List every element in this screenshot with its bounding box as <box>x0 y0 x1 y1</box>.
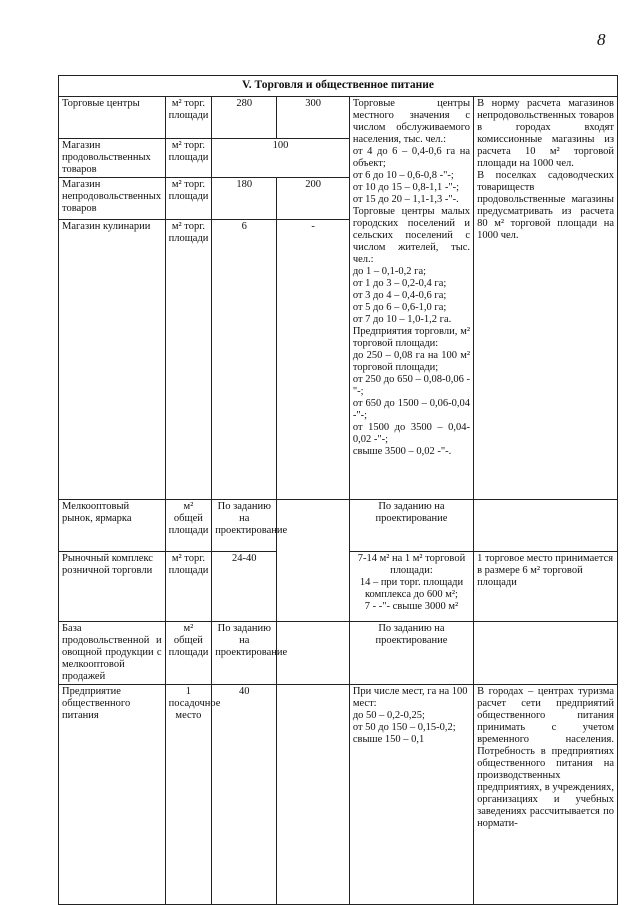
row-name: Торговые центры <box>59 97 166 139</box>
row-value-1: 40 <box>212 685 277 905</box>
note-line: до 250 – 0,08 га на 100 м² торговой площади; <box>352 350 471 373</box>
table-row <box>59 500 618 552</box>
row-note: По заданию на проектирование <box>349 500 473 552</box>
note-line: от 6 до 10 – 0,6-0,8 -"-; <box>352 170 454 181</box>
row-value-1: По заданию на проектирование <box>212 500 277 552</box>
row-unit: м² торг. площади <box>165 178 212 220</box>
row-name: Магазин продовольственных товаров <box>59 139 166 178</box>
note-line: свыше 3500 – 0,02 -"-. <box>352 446 452 457</box>
row-value-1: 24-40 <box>212 552 277 622</box>
row-name: Предприятие общественного питания <box>59 685 166 905</box>
row-name: Мелкооптовый рынок, ярмарка <box>59 500 166 552</box>
note-line: от 650 до 1500 – 0,06-0,04 -"-; <box>352 398 471 421</box>
row-unit: м² общей площади <box>165 622 212 685</box>
trade-area-notes-cell <box>349 97 473 500</box>
row-name: Магазин кулинарии <box>59 220 166 500</box>
row-unit: м² общей площади <box>165 500 212 552</box>
note-line: свыше 150 – 0,1 <box>352 734 425 745</box>
row-value-2: 300 <box>277 97 349 139</box>
row-value-2: - <box>277 220 349 500</box>
catering-notes-cell <box>349 685 473 905</box>
note-line: от 10 до 15 – 0,8-1,1 -"-; <box>352 182 460 193</box>
note-line: от 5 до 6 – 0,6-1,0 га; <box>352 302 447 313</box>
table-row <box>59 685 618 905</box>
note-line: Торговые центры местного значения с числом обслуживаемого населения, тыс. чел.: <box>352 98 471 145</box>
row-unit: м² торг. площади <box>165 97 212 139</box>
note-line: от 7 до 10 – 1,0-1,2 га. <box>352 314 452 325</box>
row-value-1: По заданию на проектирование <box>212 622 277 685</box>
page-number: 8 <box>597 30 606 49</box>
norms-table <box>58 75 618 905</box>
row-unit: 1 посадочное место <box>165 685 212 905</box>
note-line: от 1500 до 3500 – 0,04-0,02 -"-; <box>352 422 471 445</box>
note-line: от 250 до 650 – 0,08-0,06 -"-; <box>352 374 471 397</box>
catering-remark-cell: В городах – центрах туризма расчет сети предприятий общественного питания принимать с учетом временного населения. Потребность в предприятиях общественного питания на производственных предприятиях, в учреждениях, организациях и учебных заведениях рассчитывается по нормати- <box>474 685 618 905</box>
row-value-2 <box>277 500 349 552</box>
row-name: Магазин непродовольственных товаров <box>59 178 166 220</box>
market-notes-cell <box>349 552 473 622</box>
note-line: 14 – при торг. площади комплекса до 600 м²; <box>359 577 464 600</box>
row-name: Рыночный комплекс розничной торговли <box>59 552 166 622</box>
row-remark: 1 торговое место принимается в размере 6 м² торговой площади <box>474 552 618 622</box>
row-name: База продовольственной и овощной продукции с мелкооптовой продажей <box>59 622 166 685</box>
row-value-2 <box>277 685 349 905</box>
remark-paragraph: В норму расчета магазинов непродовольственных товаров в городах входят комиссионные магазины из расчета 10 м² торговой площади на 1000 чел. <box>477 98 614 169</box>
row-unit: м² торг. площади <box>165 139 212 178</box>
row-note: По заданию на проектирование <box>349 622 473 685</box>
table-row <box>59 97 618 139</box>
note-line: от 50 до 150 – 0,15-0,2; <box>352 722 456 733</box>
row-unit: м² торг. площади <box>165 220 212 500</box>
row-value-2 <box>277 622 349 685</box>
remark-paragraph: В поселках садоводческих товариществ продовольственные магазины предусматривать из расчета 80 м² торговой площади на 1000 чел. <box>477 170 614 241</box>
note-line: При числе мест, га на 100 мест: <box>352 686 468 709</box>
row-unit: м² торг. площади <box>165 552 212 622</box>
row-remark <box>474 622 618 685</box>
trade-remarks-cell <box>474 97 618 500</box>
note-line: Торговые центры малых городских поселений и сельских поселений с числом жителей, тыс. чел.: <box>352 206 471 265</box>
note-line: от 15 до 20 – 1,1-1,3 -"-. <box>352 194 459 205</box>
row-value-2: 200 <box>277 178 349 220</box>
table-row <box>59 622 618 685</box>
row-value-2 <box>277 552 349 622</box>
note-line: до 50 – 0,2-0,25; <box>352 710 425 721</box>
table-row <box>59 552 618 622</box>
section-title: V. Торговля и общественное питание <box>59 76 618 97</box>
note-line: Предприятия торговли, м² торговой площади: <box>352 326 471 349</box>
note-line: от 4 до 6 – 0,4-0,6 га на объект; <box>352 146 471 169</box>
row-value-1: 280 <box>212 97 277 139</box>
row-value-1: 180 <box>212 178 277 220</box>
row-value-1: 6 <box>212 220 277 500</box>
note-line: от 1 до 3 – 0,2-0,4 га; <box>352 278 447 289</box>
note-line: до 1 – 0,1-0,2 га; <box>352 266 427 277</box>
note-line: от 3 до 4 – 0,4-0,6 га; <box>352 290 447 301</box>
row-remark <box>474 500 618 552</box>
note-line: 7-14 м² на 1 м² торговой площади: <box>357 553 466 576</box>
row-value-merged: 100 <box>212 139 350 178</box>
note-line: 7 - -"- свыше 3000 м² <box>364 601 459 612</box>
section-header-row <box>59 76 618 97</box>
